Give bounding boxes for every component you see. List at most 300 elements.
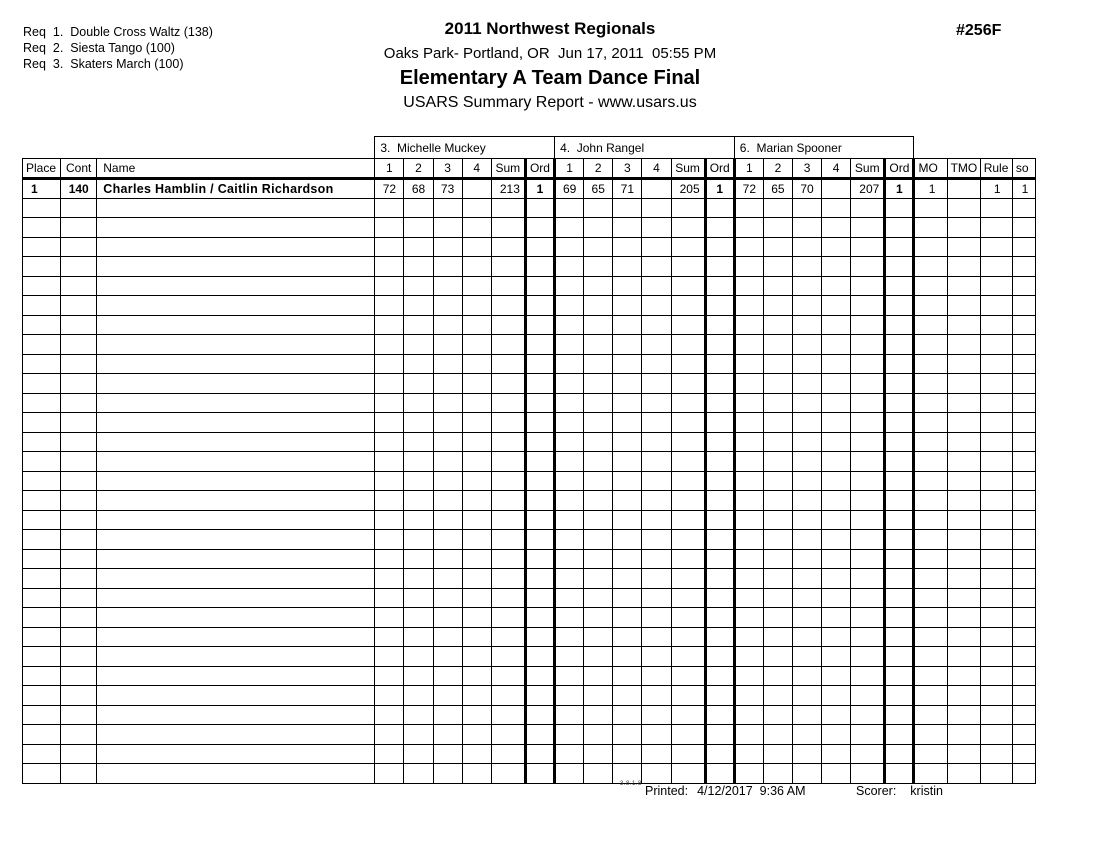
empty-cell bbox=[792, 276, 821, 296]
j2-sum-cell: 205 bbox=[671, 179, 705, 199]
empty-cell bbox=[822, 549, 851, 569]
empty-cell bbox=[734, 549, 763, 569]
empty-cell bbox=[822, 237, 851, 257]
empty-cell bbox=[671, 374, 705, 394]
empty-cell bbox=[584, 335, 613, 355]
empty-cell bbox=[584, 744, 613, 764]
empty-cell bbox=[792, 588, 821, 608]
empty-cell bbox=[734, 452, 763, 472]
empty-cell bbox=[404, 218, 433, 238]
empty-cell bbox=[980, 432, 1012, 452]
empty-cell bbox=[491, 764, 525, 784]
j3-sum-cell: 207 bbox=[851, 179, 885, 199]
empty-cell bbox=[613, 666, 642, 686]
empty-cell bbox=[1012, 744, 1035, 764]
empty-cell bbox=[792, 764, 821, 784]
empty-cell bbox=[822, 198, 851, 218]
empty-cell bbox=[792, 627, 821, 647]
empty-cell bbox=[1012, 705, 1035, 725]
empty-cell bbox=[1012, 335, 1035, 355]
empty-cell bbox=[705, 315, 734, 335]
empty-cell bbox=[792, 569, 821, 589]
empty-cell bbox=[61, 725, 97, 745]
requirement-line-2: Req 2. Siesta Tango (100) bbox=[23, 41, 175, 55]
empty-cell bbox=[947, 315, 980, 335]
empty-cell bbox=[734, 413, 763, 433]
empty-cell bbox=[671, 315, 705, 335]
empty-cell bbox=[375, 705, 404, 725]
empty-cell bbox=[584, 374, 613, 394]
empty-cell bbox=[763, 510, 792, 530]
empty-cell bbox=[613, 549, 642, 569]
empty-cell bbox=[404, 608, 433, 628]
empty-cell bbox=[914, 627, 947, 647]
empty-cell bbox=[734, 276, 763, 296]
col-header-j2-sum: Sum bbox=[671, 159, 705, 179]
empty-cell bbox=[375, 276, 404, 296]
empty-cell bbox=[671, 627, 705, 647]
venue-date-line: Oaks Park- Portland, OR Jun 17, 2011 05:55 PM bbox=[383, 45, 717, 62]
empty-cell bbox=[375, 491, 404, 511]
empty-cell bbox=[980, 257, 1012, 277]
empty-cell bbox=[61, 471, 97, 491]
empty-cell bbox=[734, 744, 763, 764]
empty-cell bbox=[613, 725, 642, 745]
empty-cell bbox=[584, 666, 613, 686]
empty-cell bbox=[705, 237, 734, 257]
empty-cell bbox=[914, 276, 947, 296]
empty-cell bbox=[792, 315, 821, 335]
empty-cell bbox=[822, 296, 851, 316]
empty-cell bbox=[1012, 218, 1035, 238]
spacer-cell bbox=[914, 137, 1036, 159]
empty-cell bbox=[980, 471, 1012, 491]
empty-cell bbox=[914, 491, 947, 511]
empty-cell bbox=[734, 315, 763, 335]
empty-cell bbox=[947, 549, 980, 569]
empty-cell bbox=[23, 686, 61, 706]
empty-cell bbox=[555, 335, 584, 355]
empty-cell bbox=[914, 608, 947, 628]
empty-cell bbox=[914, 257, 947, 277]
empty-cell bbox=[23, 276, 61, 296]
empty-cell bbox=[980, 315, 1012, 335]
empty-cell bbox=[61, 335, 97, 355]
empty-cell bbox=[947, 491, 980, 511]
empty-cell bbox=[822, 335, 851, 355]
empty-cell bbox=[914, 530, 947, 550]
empty-cell bbox=[433, 705, 462, 725]
division-title: Elementary A Team Dance Final bbox=[399, 67, 701, 89]
empty-cell bbox=[61, 276, 97, 296]
empty-cell bbox=[584, 588, 613, 608]
empty-cell bbox=[671, 725, 705, 745]
empty-cell bbox=[555, 354, 584, 374]
empty-cell bbox=[763, 647, 792, 667]
empty-cell bbox=[914, 666, 947, 686]
empty-cell bbox=[792, 491, 821, 511]
empty-cell bbox=[613, 335, 642, 355]
empty-cell bbox=[525, 569, 554, 589]
empty-cell bbox=[671, 218, 705, 238]
empty-cell bbox=[947, 218, 980, 238]
empty-cell bbox=[433, 725, 462, 745]
empty-cell bbox=[763, 335, 792, 355]
empty-cell bbox=[613, 393, 642, 413]
empty-score-row bbox=[23, 276, 1036, 296]
empty-cell bbox=[980, 588, 1012, 608]
empty-cell bbox=[23, 764, 61, 784]
empty-cell bbox=[584, 725, 613, 745]
empty-cell bbox=[792, 725, 821, 745]
empty-cell bbox=[671, 744, 705, 764]
j1-sum-cell: 213 bbox=[491, 179, 525, 199]
empty-cell bbox=[491, 705, 525, 725]
empty-cell bbox=[734, 198, 763, 218]
empty-cell bbox=[671, 335, 705, 355]
empty-cell bbox=[375, 237, 404, 257]
empty-cell bbox=[885, 549, 914, 569]
empty-cell bbox=[980, 549, 1012, 569]
empty-cell bbox=[97, 588, 375, 608]
empty-cell bbox=[97, 764, 375, 784]
empty-cell bbox=[525, 315, 554, 335]
empty-cell bbox=[555, 276, 584, 296]
empty-cell bbox=[433, 510, 462, 530]
empty-cell bbox=[763, 374, 792, 394]
j3-score2-cell: 65 bbox=[763, 179, 792, 199]
empty-cell bbox=[980, 198, 1012, 218]
empty-score-row bbox=[23, 452, 1036, 472]
empty-cell bbox=[584, 647, 613, 667]
col-header-j1-ord: Ord bbox=[525, 159, 554, 179]
empty-cell bbox=[885, 510, 914, 530]
empty-cell bbox=[375, 510, 404, 530]
empty-cell bbox=[734, 354, 763, 374]
empty-cell bbox=[97, 530, 375, 550]
empty-cell bbox=[491, 491, 525, 511]
empty-cell bbox=[491, 744, 525, 764]
empty-cell bbox=[822, 218, 851, 238]
empty-cell bbox=[462, 471, 491, 491]
empty-cell bbox=[705, 393, 734, 413]
empty-cell bbox=[584, 510, 613, 530]
empty-cell bbox=[642, 198, 671, 218]
empty-cell bbox=[613, 315, 642, 335]
empty-cell bbox=[61, 530, 97, 550]
empty-cell bbox=[947, 413, 980, 433]
empty-cell bbox=[584, 627, 613, 647]
empty-cell bbox=[462, 413, 491, 433]
empty-cell bbox=[792, 608, 821, 628]
empty-cell bbox=[462, 198, 491, 218]
empty-cell bbox=[980, 452, 1012, 472]
empty-cell bbox=[404, 510, 433, 530]
empty-cell bbox=[97, 432, 375, 452]
empty-cell bbox=[525, 627, 554, 647]
empty-cell bbox=[914, 471, 947, 491]
j1-score1-cell: 72 bbox=[375, 179, 404, 199]
empty-cell bbox=[525, 452, 554, 472]
empty-cell bbox=[23, 588, 61, 608]
empty-cell bbox=[23, 608, 61, 628]
empty-cell bbox=[671, 471, 705, 491]
empty-cell bbox=[525, 393, 554, 413]
empty-cell bbox=[822, 374, 851, 394]
empty-cell bbox=[525, 588, 554, 608]
empty-cell bbox=[1012, 452, 1035, 472]
empty-cell bbox=[885, 432, 914, 452]
empty-cell bbox=[525, 744, 554, 764]
empty-cell bbox=[97, 666, 375, 686]
empty-cell bbox=[97, 218, 375, 238]
empty-cell bbox=[642, 588, 671, 608]
empty-cell bbox=[491, 725, 525, 745]
empty-cell bbox=[914, 588, 947, 608]
empty-cell bbox=[433, 198, 462, 218]
empty-cell bbox=[584, 276, 613, 296]
empty-cell bbox=[462, 627, 491, 647]
col-header-j1-2: 2 bbox=[404, 159, 433, 179]
empty-cell bbox=[792, 510, 821, 530]
empty-cell bbox=[642, 569, 671, 589]
empty-cell bbox=[642, 764, 671, 784]
empty-cell bbox=[61, 588, 97, 608]
event-title: 2011 Northwest Regionals bbox=[444, 19, 656, 38]
empty-cell bbox=[980, 627, 1012, 647]
empty-cell bbox=[404, 315, 433, 335]
empty-cell bbox=[980, 725, 1012, 745]
empty-cell bbox=[980, 218, 1012, 238]
empty-cell bbox=[914, 764, 947, 784]
col-header-j2-4: 4 bbox=[642, 159, 671, 179]
empty-cell bbox=[97, 647, 375, 667]
empty-cell bbox=[851, 530, 885, 550]
empty-cell bbox=[885, 764, 914, 784]
empty-cell bbox=[375, 725, 404, 745]
empty-cell bbox=[980, 296, 1012, 316]
empty-cell bbox=[462, 764, 491, 784]
empty-cell bbox=[613, 744, 642, 764]
empty-cell bbox=[734, 569, 763, 589]
empty-cell bbox=[734, 725, 763, 745]
empty-cell bbox=[642, 744, 671, 764]
empty-cell bbox=[1012, 471, 1035, 491]
empty-cell bbox=[613, 432, 642, 452]
place-cell: 1 bbox=[23, 179, 61, 199]
empty-cell bbox=[763, 491, 792, 511]
empty-cell bbox=[61, 452, 97, 472]
empty-cell bbox=[613, 452, 642, 472]
empty-cell bbox=[404, 393, 433, 413]
empty-cell bbox=[584, 764, 613, 784]
judge-header-1: 3. Michelle Muckey bbox=[375, 137, 555, 159]
empty-cell bbox=[792, 686, 821, 706]
empty-cell bbox=[914, 549, 947, 569]
empty-cell bbox=[555, 764, 584, 784]
empty-cell bbox=[671, 608, 705, 628]
empty-cell bbox=[705, 432, 734, 452]
empty-cell bbox=[61, 764, 97, 784]
empty-score-row bbox=[23, 569, 1036, 589]
empty-cell bbox=[1012, 198, 1035, 218]
empty-cell bbox=[980, 530, 1012, 550]
empty-cell bbox=[914, 744, 947, 764]
empty-cell bbox=[525, 354, 554, 374]
empty-cell bbox=[462, 530, 491, 550]
empty-cell bbox=[642, 452, 671, 472]
empty-cell bbox=[555, 432, 584, 452]
empty-score-row bbox=[23, 354, 1036, 374]
empty-cell bbox=[525, 198, 554, 218]
empty-cell bbox=[433, 549, 462, 569]
empty-cell bbox=[822, 627, 851, 647]
empty-cell bbox=[885, 276, 914, 296]
empty-cell bbox=[671, 393, 705, 413]
col-header-j2-3: 3 bbox=[613, 159, 642, 179]
empty-cell bbox=[980, 393, 1012, 413]
empty-score-row bbox=[23, 315, 1036, 335]
empty-cell bbox=[404, 257, 433, 277]
empty-cell bbox=[822, 257, 851, 277]
empty-cell bbox=[947, 510, 980, 530]
j3-score3-cell: 70 bbox=[792, 179, 821, 199]
empty-cell bbox=[671, 237, 705, 257]
empty-cell bbox=[851, 218, 885, 238]
empty-cell bbox=[462, 647, 491, 667]
empty-cell bbox=[23, 530, 61, 550]
empty-cell bbox=[792, 393, 821, 413]
empty-cell bbox=[61, 491, 97, 511]
empty-cell bbox=[61, 744, 97, 764]
empty-cell bbox=[792, 549, 821, 569]
empty-cell bbox=[23, 354, 61, 374]
empty-cell bbox=[404, 452, 433, 472]
empty-cell bbox=[1012, 627, 1035, 647]
empty-cell bbox=[642, 296, 671, 316]
score-row-1 bbox=[23, 179, 1036, 199]
empty-cell bbox=[404, 354, 433, 374]
empty-cell bbox=[822, 393, 851, 413]
empty-cell bbox=[584, 257, 613, 277]
empty-cell bbox=[792, 218, 821, 238]
empty-cell bbox=[97, 237, 375, 257]
empty-cell bbox=[613, 354, 642, 374]
col-header-j3-sum: Sum bbox=[851, 159, 885, 179]
empty-cell bbox=[97, 257, 375, 277]
empty-cell bbox=[555, 452, 584, 472]
empty-cell bbox=[734, 393, 763, 413]
empty-cell bbox=[491, 257, 525, 277]
empty-cell bbox=[584, 237, 613, 257]
empty-score-row bbox=[23, 588, 1036, 608]
empty-cell bbox=[613, 218, 642, 238]
empty-cell bbox=[980, 276, 1012, 296]
empty-cell bbox=[584, 432, 613, 452]
empty-cell bbox=[555, 627, 584, 647]
empty-cell bbox=[885, 413, 914, 433]
empty-cell bbox=[792, 257, 821, 277]
empty-score-row bbox=[23, 764, 1036, 784]
empty-score-row bbox=[23, 705, 1036, 725]
empty-cell bbox=[1012, 510, 1035, 530]
col-header-j2-2: 2 bbox=[584, 159, 613, 179]
empty-cell bbox=[462, 374, 491, 394]
empty-cell bbox=[23, 627, 61, 647]
empty-cell bbox=[792, 705, 821, 725]
empty-cell bbox=[491, 296, 525, 316]
empty-cell bbox=[555, 530, 584, 550]
empty-cell bbox=[491, 627, 525, 647]
empty-cell bbox=[671, 510, 705, 530]
empty-cell bbox=[885, 374, 914, 394]
empty-cell bbox=[822, 413, 851, 433]
empty-cell bbox=[822, 764, 851, 784]
empty-cell bbox=[763, 237, 792, 257]
empty-cell bbox=[851, 296, 885, 316]
empty-cell bbox=[404, 588, 433, 608]
empty-cell bbox=[734, 686, 763, 706]
empty-cell bbox=[61, 257, 97, 277]
empty-cell bbox=[584, 198, 613, 218]
empty-cell bbox=[375, 413, 404, 433]
empty-cell bbox=[980, 608, 1012, 628]
empty-cell bbox=[491, 588, 525, 608]
empty-cell bbox=[433, 764, 462, 784]
empty-cell bbox=[822, 471, 851, 491]
empty-cell bbox=[555, 510, 584, 530]
empty-cell bbox=[734, 588, 763, 608]
empty-cell bbox=[61, 686, 97, 706]
empty-cell bbox=[97, 705, 375, 725]
empty-cell bbox=[584, 471, 613, 491]
empty-cell bbox=[914, 374, 947, 394]
empty-cell bbox=[851, 432, 885, 452]
empty-cell bbox=[705, 471, 734, 491]
report-type-line: USARS Summary Report - www.usars.us bbox=[403, 94, 697, 111]
empty-cell bbox=[822, 608, 851, 628]
empty-cell bbox=[1012, 647, 1035, 667]
col-header-j2-ord: Ord bbox=[705, 159, 734, 179]
empty-cell bbox=[375, 393, 404, 413]
empty-cell bbox=[763, 315, 792, 335]
empty-score-row bbox=[23, 413, 1036, 433]
empty-cell bbox=[947, 393, 980, 413]
empty-cell bbox=[97, 413, 375, 433]
requirement-line-1: Req 1. Double Cross Waltz (138) bbox=[23, 25, 213, 39]
empty-cell bbox=[97, 315, 375, 335]
empty-cell bbox=[404, 627, 433, 647]
empty-cell bbox=[462, 257, 491, 277]
empty-cell bbox=[763, 744, 792, 764]
empty-cell bbox=[404, 647, 433, 667]
empty-cell bbox=[947, 608, 980, 628]
empty-cell bbox=[1012, 315, 1035, 335]
empty-score-row bbox=[23, 198, 1036, 218]
empty-cell bbox=[763, 666, 792, 686]
empty-cell bbox=[97, 354, 375, 374]
majority-ordinal-cell: 1 bbox=[914, 179, 947, 199]
empty-cell bbox=[462, 354, 491, 374]
empty-cell bbox=[462, 744, 491, 764]
empty-cell bbox=[433, 569, 462, 589]
empty-cell bbox=[61, 432, 97, 452]
empty-score-row bbox=[23, 257, 1036, 277]
empty-cell bbox=[433, 530, 462, 550]
empty-cell bbox=[23, 393, 61, 413]
empty-cell bbox=[1012, 257, 1035, 277]
col-header-name: Name bbox=[97, 159, 375, 179]
